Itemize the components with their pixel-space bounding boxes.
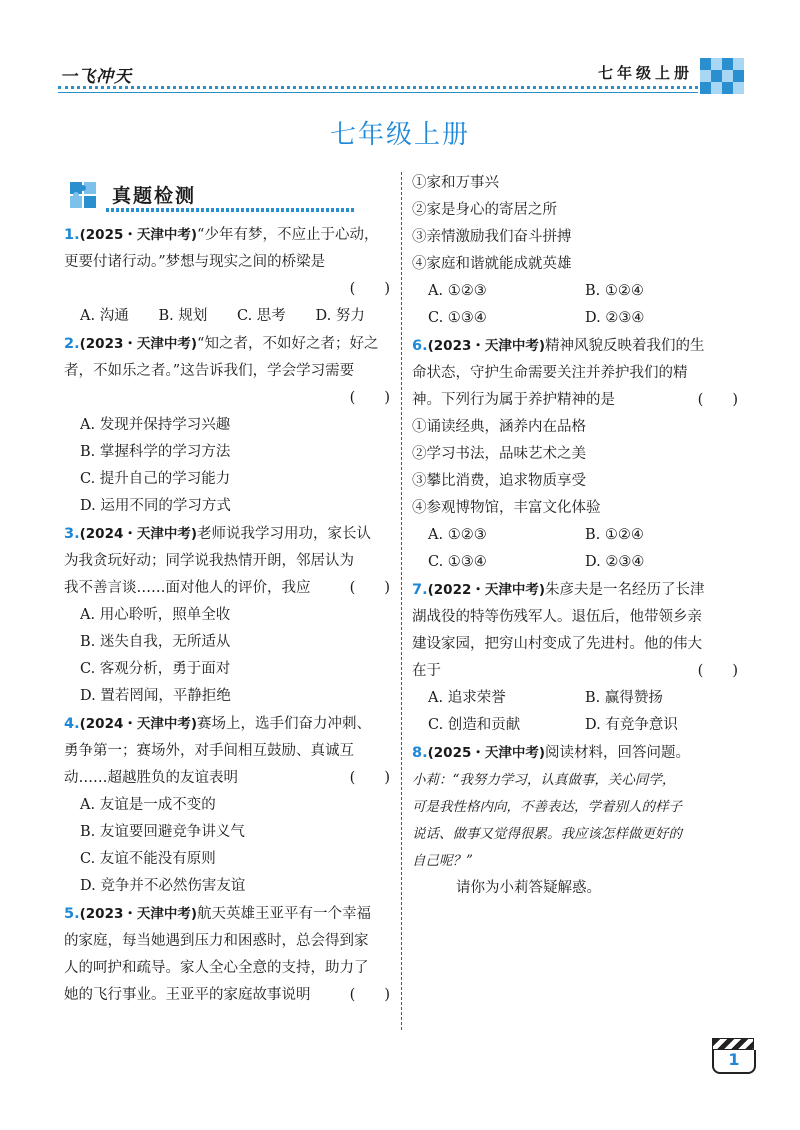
material-line: 可是我性格内向，不善表达，学着别人的样子 <box>412 799 682 815</box>
option-c[interactable]: C. 思考 <box>237 308 286 324</box>
answer-blank[interactable]: ( ) <box>349 580 390 596</box>
question-number: 2. <box>64 336 80 352</box>
question-number: 8. <box>412 745 428 761</box>
statement-item: ④参观博物馆，丰富文化体验 <box>412 500 601 516</box>
answer-blank[interactable]: ( ) <box>697 663 738 679</box>
question-text: 命状态，守护生命需要关注并养护我们的精 <box>412 365 688 381</box>
column-divider <box>401 172 402 1030</box>
question-text: 她的飞行事业。王亚平的家庭故事说明 <box>64 987 311 1003</box>
question-2 <box>64 331 394 520</box>
question-source: (2024・天津中考) <box>79 716 198 732</box>
page-title: 七年级上册 <box>329 120 470 150</box>
question-number: 7. <box>412 582 428 598</box>
question-prompt: 请你为小莉答疑解惑。 <box>456 880 601 896</box>
question-text: 在于 <box>412 663 441 679</box>
option-b[interactable]: B. 掌握科学的学习方法 <box>80 444 231 460</box>
option-c[interactable]: C. 创造和贡献 <box>428 717 521 733</box>
option-b[interactable]: B. 迷失自我，无所适从 <box>80 634 231 650</box>
option-d[interactable]: D. 运用不同的学习方式 <box>80 498 231 514</box>
question-source: (2025・天津中考) <box>427 745 546 761</box>
statement-item: ③攀比消费，追求物质享受 <box>412 473 586 489</box>
options-row <box>412 522 742 549</box>
option-b[interactable]: B. 友谊要回避竞争讲义气 <box>80 824 245 840</box>
options-row <box>412 549 742 576</box>
option-d[interactable]: D. ②③④ <box>585 554 645 570</box>
question-number: 6. <box>412 338 428 354</box>
statement-item: ①诵读经典，涵养内在品格 <box>412 419 586 435</box>
question-text: 湖战役的特等伤残军人。退伍后，他带领乡亲 <box>412 609 702 625</box>
statement-item: ③亲情激励我们奋斗拼搏 <box>412 229 572 245</box>
left-column <box>64 222 394 1010</box>
brand-logo: 一飞冲天 <box>60 67 132 87</box>
question-text: 老师说我学习用功，家长认 <box>197 526 372 542</box>
question-text: 精神风貌反映着我们的生 <box>545 338 705 354</box>
option-a[interactable]: A. 用心聆听，照单全收 <box>80 607 231 623</box>
page-number: 1 <box>712 1050 756 1074</box>
grade-tag: 七年级上册 <box>598 64 694 82</box>
question-4 <box>64 711 394 900</box>
option-a[interactable]: A. 发现并保持学习兴趣 <box>80 417 231 433</box>
question-text: “知之者，不如好之者；好之 <box>197 336 379 352</box>
checker-decoration-icon <box>700 58 744 94</box>
clapper-stripes-icon <box>712 1038 754 1050</box>
question-number: 4. <box>64 716 80 732</box>
question-1 <box>64 222 394 330</box>
option-d[interactable]: D. 竞争并不必然伤害友谊 <box>80 878 246 894</box>
question-source: (2022・天津中考) <box>427 582 546 598</box>
question-7 <box>412 577 742 739</box>
answer-blank[interactable]: ( ) <box>697 392 738 408</box>
question-source: (2024・天津中考) <box>79 526 198 542</box>
answer-blank[interactable]: ( ) <box>349 281 390 297</box>
question-text: 动……超越胜负的友谊表明 <box>64 770 238 786</box>
question-text: 者，不如乐之者。”这告诉我们，学会学习需要 <box>64 363 355 379</box>
material-line: 小莉：“我努力学习，认真做事，关心同学， <box>412 772 676 788</box>
page-header <box>0 0 800 100</box>
option-c[interactable]: C. 提升自己的学习能力 <box>80 471 231 487</box>
question-text: 神。下列行为属于养护精神的是 <box>412 392 615 408</box>
right-column <box>412 170 742 903</box>
answer-blank[interactable]: ( ) <box>349 390 390 406</box>
option-a[interactable]: A. ①②③ <box>428 283 487 299</box>
statement-item: ①家和万事兴 <box>412 175 499 191</box>
section-rule <box>106 208 354 212</box>
question-text: 更要付诸行动。”梦想与现实之间的桥梁是 <box>64 254 326 270</box>
question-text: 建设家园，把穷山村变成了先进村。他的伟大 <box>412 636 702 652</box>
question-text: 阅读材料，回答问题。 <box>545 745 691 761</box>
section-banner <box>60 176 300 212</box>
option-a[interactable]: A. 追求荣誉 <box>428 690 506 706</box>
material-line: 说话、做事又觉得很累。我应该怎样做更好的 <box>412 826 682 842</box>
option-d[interactable]: D. 努力 <box>315 308 365 324</box>
answer-blank[interactable]: ( ) <box>349 770 390 786</box>
question-5-items <box>412 170 742 332</box>
question-number: 3. <box>64 526 80 542</box>
option-d[interactable]: D. 置若罔闻，平静拒绝 <box>80 688 231 704</box>
question-8 <box>412 740 742 902</box>
header-dotted-rule <box>58 86 698 89</box>
question-5 <box>64 901 394 1009</box>
option-a[interactable]: A. 沟通 <box>80 308 129 324</box>
question-text: 朱彦夫是一名经历了长津 <box>545 582 705 598</box>
option-d[interactable]: D. ②③④ <box>585 310 645 326</box>
option-a[interactable]: A. ①②③ <box>428 527 487 543</box>
question-text: 勇争第一；赛场外，对手间相互鼓励、真诚互 <box>64 743 354 759</box>
options-row <box>412 685 742 712</box>
question-number: 1. <box>64 227 80 243</box>
option-b[interactable]: B. ①②④ <box>585 527 644 543</box>
header-solid-rule <box>58 92 698 93</box>
option-d[interactable]: D. 有竞争意识 <box>585 717 678 733</box>
statement-item: ②家是身心的寄居之所 <box>412 202 557 218</box>
question-text: “少年有梦，不应止于心动， <box>197 227 379 243</box>
question-text: 为我贪玩好动；同学说我热情开朗，邻居认为 <box>64 553 354 569</box>
question-text: 我不善言谈……面对他人的评价，我应 <box>64 580 311 596</box>
question-text: 的家庭，每当她遇到压力和困惑时，总会得到家 <box>64 933 369 949</box>
question-source: (2023・天津中考) <box>427 338 546 354</box>
question-source: (2025・天津中考) <box>79 227 198 243</box>
question-source: (2023・天津中考) <box>79 336 198 352</box>
option-c[interactable]: C. ①③④ <box>428 554 487 570</box>
question-text: 赛场上，选手们奋力冲刺、 <box>197 716 372 732</box>
options-row <box>412 712 742 739</box>
option-c[interactable]: C. 客观分析，勇于面对 <box>80 661 231 677</box>
question-text: 航天英雄王亚平有一个幸福 <box>197 906 372 922</box>
question-source: (2023・天津中考) <box>79 906 198 922</box>
question-text: 人的呵护和疏导。家人全心全意的支持，助力了 <box>64 960 369 976</box>
question-6 <box>412 333 742 576</box>
option-c[interactable]: C. ①③④ <box>428 310 487 326</box>
puzzle-icon <box>68 180 98 210</box>
statement-item: ④家庭和谐就能成就英雄 <box>412 256 572 272</box>
material-line: 自己呢？” <box>412 853 473 869</box>
answer-blank[interactable]: ( ) <box>349 987 390 1003</box>
option-a[interactable]: A. 友谊是一成不变的 <box>80 797 216 813</box>
reading-material <box>412 767 742 875</box>
question-3 <box>64 521 394 710</box>
page-number-badge <box>706 1038 754 1076</box>
option-b[interactable]: B. 规划 <box>158 308 208 324</box>
options-row <box>412 278 742 305</box>
option-b[interactable]: B. ①②④ <box>585 283 644 299</box>
options-row <box>64 303 394 330</box>
option-c[interactable]: C. 友谊不能没有原则 <box>80 851 216 867</box>
option-b[interactable]: B. 赢得赞扬 <box>585 690 663 706</box>
question-number: 5. <box>64 906 80 922</box>
statement-item: ②学习书法，品味艺术之美 <box>412 446 586 462</box>
section-title: 真题检测 <box>112 185 197 207</box>
options-row <box>412 305 742 332</box>
